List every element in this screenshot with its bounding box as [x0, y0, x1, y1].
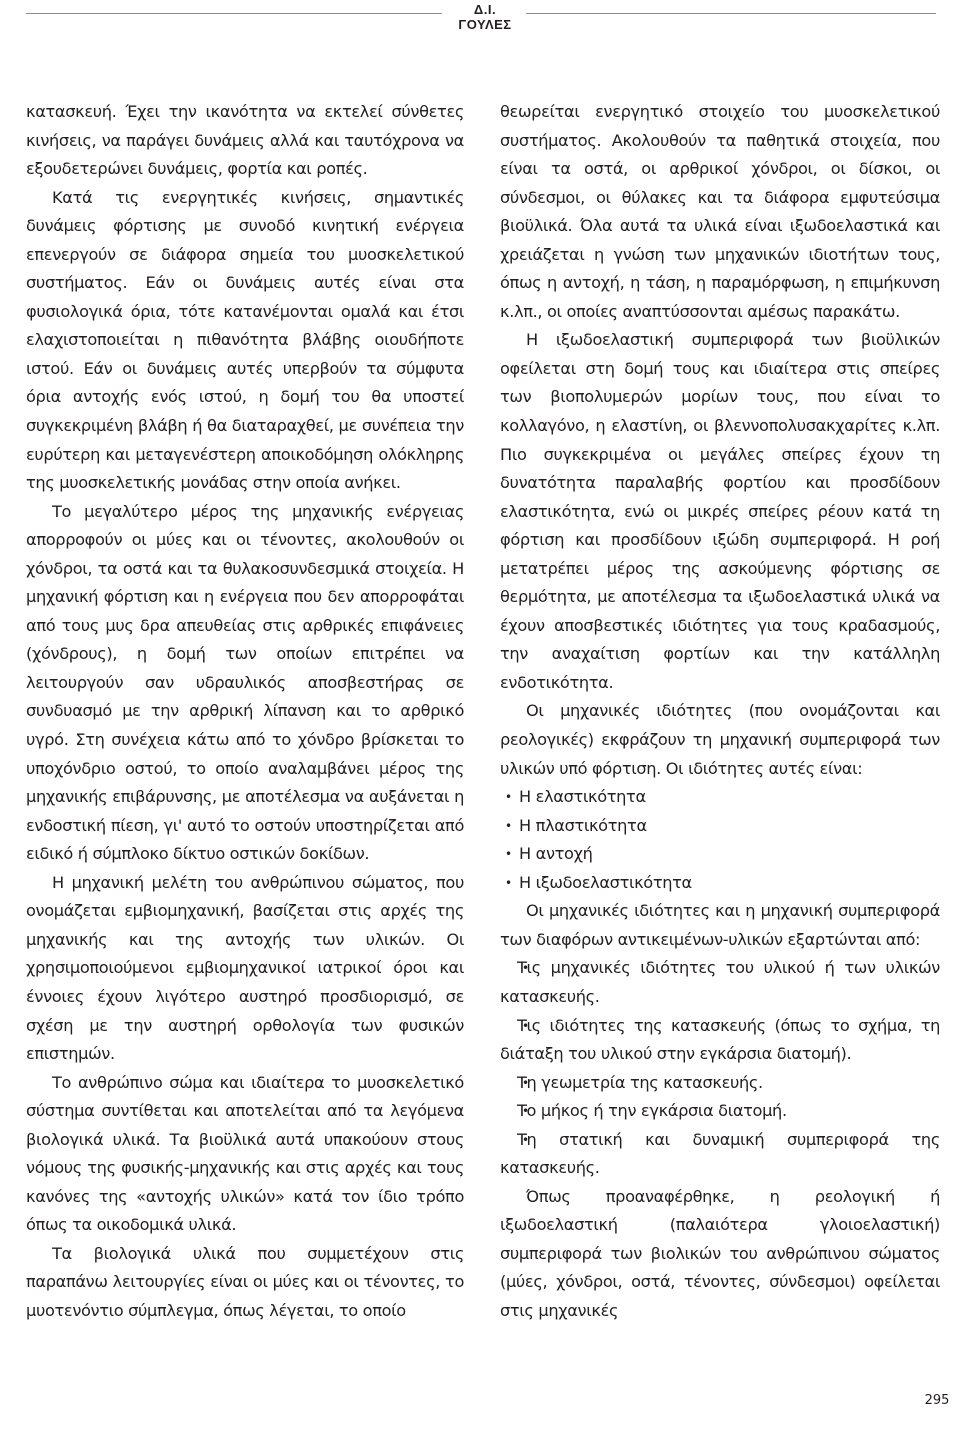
list-item-text: • Το μήκος ή την εγκάρσια διατομή.	[517, 1101, 787, 1121]
left-column	[26, 98, 464, 1326]
header-author: Δ.Ι. ΓΟΥΛΕΣ	[458, 2, 512, 32]
list-item: • Η πλαστικότητα	[500, 812, 940, 841]
paragraph: Τα βιολογικά υλικά που συμμετέχουν στις παραπάνω λειτουργίες είναι οι μύες και οι τένοντες, το μυοτενόντιο σύμπλεγμα, όπως λέγεται, το οποίο	[26, 1243, 464, 1320]
right-column	[500, 98, 940, 1326]
list-item-text: • Τη γεωμετρία της κατασκευής.	[517, 1072, 763, 1092]
list-item	[500, 1126, 940, 1183]
factors-list	[500, 954, 940, 1182]
list-item	[500, 954, 940, 1011]
list-item-text: • Τις ιδιότητες της κατασκευής (όπως το σχήμα, τη διάταξη του υλικού στην εγκάρσια διατομή).	[500, 1015, 940, 1064]
header-rule-right	[526, 13, 936, 14]
paragraph: κατασκευή. Έχει την ικανότητα να εκτελεί σύνθετες κινήσεις, να παράγει δυνάμεις αλλά και ταυτόχρονα να εξουδετερώνει δυνάμεις, φορτία και ροπές.	[26, 102, 464, 179]
list-item	[500, 1012, 940, 1069]
paragraph: Το μεγαλύτερο μέρος της μηχανικής ενέργειας απορροφούν οι μύες και οι τένοντες, ακολουθούν οι χόνδροι, τα οστά και τα θυλακοσυνδεσμικά στοιχεία. Η μηχανική φόρτιση και η ενέργεια που δεν απορροφάται από τους μυς δρα απευθείας στις αρθρικές επιφάνειες (χόνδρους), η δομή των οποίων επιτρέπει να λειτουργούν σαν υδραυλικός αποσβεστήρας σε συνδυασμό με την αρθρική λίπανση και το αρθρικό υγρό. Στη συνέχεια κάτω από το χόνδρο βρίσκεται το υποχόνδριο οστού, το οποίο αναλαμβάνει μέρος της μηχανικής επιβάρυνσης, με αποτέλεσμα να αυξάνεται η ενδοστική πίεση, γι' αυτό το οστούν υποστηρίζεται από ειδικό ή σύμπλοκο δίκτυο οστικών δοκίδων.	[26, 501, 464, 864]
header-rule-left	[26, 13, 442, 14]
paragraph: Οι μηχανικές ιδιότητες (που ονομάζονται και ρεολογικές) εκφράζουν τη μηχανική συμπεριφορά των υλικών υπό φόρτιση. Οι ιδιότητες αυτές είναι:	[500, 701, 940, 778]
paragraph: Η μηχανική μελέτη του ανθρώπινου σώματος, που ονομάζεται εμβιομηχανική, βασίζεται στις αρχές της μηχανικής και της αντοχής των υλικών. Οι χρησιμοποιούμενοι εμβιομηχανικοί ιατρικοί όροι και έννοιες έχουν λιγότερο αυστηρό προσδιορισμό, σε σχέση με την αυστηρή ορθολογία των φυσικών επιστημών.	[26, 872, 464, 1064]
list-item: • Η ελαστικότητα	[500, 783, 940, 812]
paragraph: Οι μηχανικές ιδιότητες και η μηχανική συμπεριφορά των διαφόρων αντικειμένων-υλικών εξαρτώνται από:	[500, 901, 940, 949]
paragraph: θεωρείται ενεργητικό στοιχείο του μυοσκελετικού συστήματος. Ακολουθούν τα παθητικά στοιχεία, που είναι τα οστά, οι αρθρικοί χόνδροι, οι δίσκοι, οι σύνδεσμοι, οι θύλακες και τα διάφορα εμφυτεύσιμα βιοϋλικά. Όλα αυτά τα υλικά είναι ιξωδοελαστικά και χρειάζεται η γνώση των μηχανικών ιδιοτήτων τους, όπως η αντοχή, η τάση, η παραμόρφωση, η επιμήκυνση κ.λπ., οι οποίες αναπτύσσονται αμέσως παρακάτω.	[500, 102, 940, 321]
paragraph: Κατά τις ενεργητικές κινήσεις, σημαντικές δυνάμεις φόρτισης με συνοδό κινητική ενέργεια επενεργούν σε διάφορα σημεία του μυοσκελετικού συστήματος. Εάν οι δυνάμεις αυτές είναι στα φυσιολογικά όρια, τότε κατανέμονται ομαλά και έτσι ελαχιστοποιείται η πιθανότητα βλάβης οιουδήποτε ιστού. Εάν οι δυνάμεις αυτές υπερβούν τα σύμφυτα όρια αντοχής ενός ιστού, η δομή του θα υποστεί συγκεκριμένη βλάβη ή θα διαταραχθεί, με συνέπεια την ευρύτερη και μεταγενέστερη αποικοδόμηση ολόκληρης της μυοσκελετικής μονάδας στην οποία ανήκει.	[26, 187, 464, 493]
list-item-text: • Τις μηχανικές ιδιότητες του υλικού ή των υλικών κατασκευής.	[500, 958, 940, 1006]
paragraph: Όπως προαναφέρθηκε, η ρεολογική ή ιξωδοελαστική (παλαιότερα γλοιοελαστική) συμπεριφορά των βιολικών του ανθρώπινου σώματος (μύες, χόνδροι, οστά, τένοντες, σύνδεσμοι) οφείλεται στις μηχανικές	[500, 1186, 940, 1320]
properties-list	[500, 783, 940, 897]
list-item: • Η αντοχή	[500, 840, 940, 869]
list-item	[500, 1097, 940, 1126]
paragraph: Το ανθρώπινο σώμα και ιδιαίτερα το μυοσκελετικό σύστημα συντίθεται και αποτελείται από τα λεγόμενα βιολογικά υλικά. Τα βιοϋλικά αυτά υπακούουν στους νόμους της φυσικής-μηχανικής και στις αρχές και τους κανόνες της «αντοχής υλικών» κατά τον ίδιο τρόπο όπως τα οικοδομικά υλικά.	[26, 1072, 464, 1235]
list-item-text: • Τη στατική και δυναμική συμπεριφορά της κατασκευής.	[500, 1129, 940, 1178]
running-header	[0, 0, 960, 30]
page-number: 295	[924, 1393, 950, 1408]
paragraph: Η ιξωδοελαστική συμπεριφορά των βιοϋλικών οφείλεται στη δομή τους και ιδιαίτερα στις σπείρες των βιοπολυμερών μορίων τους, που είναι το κολλαγόνο, η ελαστίνη, οι βλεννοπολυσακχαρίτες κ.λπ. Πιο συγκεκριμένα οι μεγάλες σπείρες έχουν τη δυνατότητα παραλαβής φορτίου και προσδίδουν ελαστικότητα, ενώ οι μικρές σπείρες ρέουν κατά τη φόρτιση και προσδίδουν ιξώδη συμπεριφορά. Η ροή μετατρέπει μέρος της ασκούμενης φόρτισης σε θερμότητα, με αποτέλεσμα τα ιξωδοελαστικά υλικά να έχουν αποσβεστικές ιδιότητες για τους κραδασμούς, την αναχαίτιση φορτίων και την κατάλληλη ενδοτικότητα.	[500, 330, 940, 692]
list-item: • Η ιξωδοελαστικότητα	[500, 869, 940, 898]
list-item	[500, 1069, 940, 1098]
